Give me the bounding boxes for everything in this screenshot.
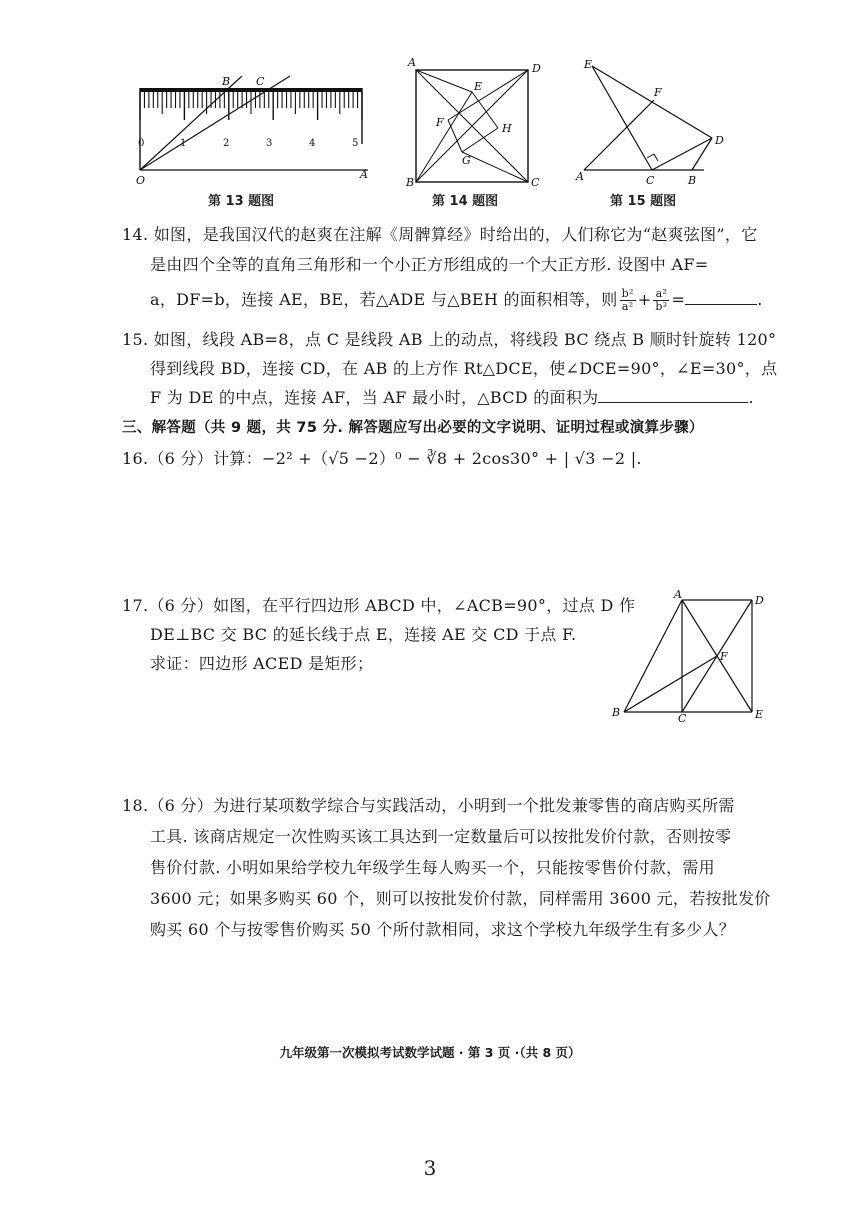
- point-C-label: C: [256, 75, 265, 88]
- q18-line-5: 购买 60 个与按零售价购买 50 个所付款相同，求这个学校九年级学生有多少人？: [150, 920, 736, 939]
- point-A-label: A: [576, 170, 584, 183]
- section-3-heading: 三、解答题（共 9 题，共 75 分. 解答题应写出必要的文字说明、证明过程或演算步骤）: [122, 420, 704, 436]
- point-B-label: B: [688, 174, 697, 187]
- figure-15-rotation-diagram: [574, 54, 734, 188]
- point-F-label: F: [654, 86, 662, 99]
- point-E-label: E: [584, 58, 593, 71]
- q14-line-2: 是由四个全等的直角三角形和一个小正方形组成的一个大正方形. 设图中 AF=: [150, 255, 709, 274]
- figure-13-ruler: [132, 72, 372, 188]
- q18-line-3: 售价付款. 小明如果给学校九年级学生每人购买一个，只能按零售价付款，需用: [150, 858, 715, 877]
- point-O-label: O: [136, 174, 146, 187]
- point-D-label: D: [715, 134, 724, 147]
- figure-14-zhaoshuang-diagram: [402, 54, 552, 188]
- q14-fraction-a2-over-b2: $\frac{\text{a²}}{\text{b²}}$: [655, 287, 668, 313]
- q14-line-1: 14. 如图，是我国汉代的赵爽在注解《周髀算经》时给出的，人们称它为“赵爽弦图”，它: [122, 225, 758, 244]
- q15-answer-blank[interactable]: [598, 388, 748, 403]
- ruler-tick-0: 0: [138, 138, 145, 149]
- ruler-top-band: [140, 88, 362, 92]
- ruler-tick-marks: [140, 92, 362, 120]
- q14-fraction-b2-over-a2: $\frac{\text{b²}}{\text{a²}}$: [621, 287, 634, 313]
- point-B-label: B: [222, 75, 231, 88]
- q14-line-3-text: a，DF=b，连接 AE，BE，若△ADE 与△BEH 的面积相等，则: [150, 290, 618, 309]
- point-H-label: H: [502, 122, 512, 135]
- segment-HG: [462, 128, 498, 152]
- point-G-label: G: [462, 154, 471, 167]
- figure-15-caption: 第 15 题图: [610, 194, 677, 209]
- q16-line: 16.（6 分）计算：−2² +（√5 −2）⁰ − ∛8 + 2cos30° + | √3 −2 |.: [122, 449, 642, 468]
- point-F-label: F: [436, 116, 444, 129]
- segment-AE: [416, 70, 472, 92]
- ruler-tick-4: 4: [309, 138, 316, 149]
- point-D-label: D: [755, 594, 764, 607]
- figure-14-caption: 第 14 题图: [432, 194, 499, 209]
- q18-line-2: 工具. 该商店规定一次性购买该工具达到一定数量后可以按批发价付款，否则按零: [150, 827, 732, 846]
- ruler-tick-1: 1: [180, 138, 187, 149]
- point-F-label: F: [720, 650, 728, 663]
- q18-line-1: 18.（6 分）为进行某项数学综合与实践活动，小明到一个批发兼零售的商店购买所需: [122, 796, 735, 815]
- q17-line-2: DE⊥BC 交 BC 的延长线于点 E，连接 AE 交 CD 于点 F.: [150, 625, 577, 644]
- point-C-label: C: [646, 174, 655, 187]
- point-D-label: D: [532, 62, 541, 75]
- q18-line-4: 3600 元；如果多购买 60 个，则可以按批发价付款，同样需用 3600 元，若按批发价: [150, 889, 771, 908]
- segment-EB: [416, 92, 472, 182]
- q15-line-1: 15. 如图，线段 AB=8，点 C 是线段 AB 上的动点，将线段 BC 绕点 B 顺时针旋转 120°: [122, 330, 777, 349]
- point-B-label: B: [612, 706, 621, 719]
- segment-EC: [592, 66, 652, 170]
- page-number: 3: [423, 1156, 437, 1180]
- segment-GC: [462, 152, 528, 182]
- segment-AF: [584, 100, 654, 170]
- segment-CD: [652, 138, 712, 170]
- point-C-label: C: [678, 712, 687, 724]
- point-C-label: C: [531, 176, 540, 188]
- figure-13-caption: 第 13 题图: [208, 194, 275, 209]
- point-A-label: A: [360, 168, 368, 181]
- ruler-tick-3: 3: [266, 138, 273, 149]
- point-E-label: E: [755, 708, 764, 721]
- point-E-label: E: [474, 80, 483, 93]
- ruler-tick-2: 2: [223, 138, 230, 149]
- right-angle-mark: [647, 154, 658, 161]
- figure-17-parallelogram: [610, 588, 765, 724]
- point-A-label: A: [408, 56, 416, 69]
- q17-line-3: 求证：四边形 ACED 是矩形；: [150, 654, 374, 673]
- ruler-tick-5: 5: [352, 138, 359, 149]
- point-A-label: A: [674, 588, 682, 601]
- segment-DF: [448, 70, 528, 120]
- q14-line-3: a，DF=b，连接 AE，BE，若△ADE 与△BEH 的面积相等，则 $\frac{\text{b²}}{\text{a²}}$ + $\frac{\text{a²}}{\text{b²}}$ = .: [150, 287, 763, 313]
- q17-line-1: 17.（6 分）如图，在平行四边形 ABCD 中，∠ACB=90°，过点 D 作: [122, 596, 636, 615]
- q15-line-2: 得到线段 BD，连接 CD，在 AB 的上方作 Rt△DCE，使∠DCE=90°，∠E=30°，点: [150, 359, 778, 378]
- point-B-label: B: [406, 176, 415, 188]
- page-footer: 九年级第一次模拟考试数学试题 · 第 3 页 ·（共 8 页）: [279, 1045, 581, 1060]
- q15-line-3: F 为 DE 的中点，连接 AF，当 AF 最小时，△BCD 的面积为 .: [150, 388, 754, 407]
- q14-answer-blank[interactable]: [685, 290, 757, 305]
